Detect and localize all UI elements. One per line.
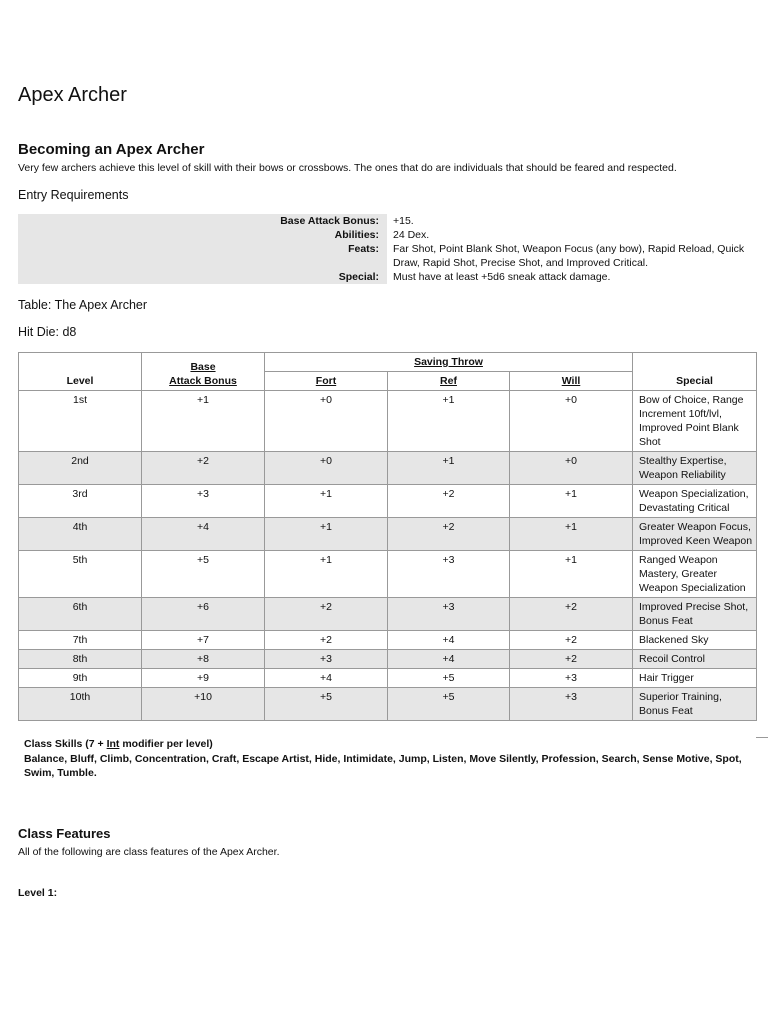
cell-special: Weapon Specialization, Devastating Critical — [633, 485, 757, 518]
cell-will: +1 — [510, 485, 633, 518]
cell-ref: +2 — [388, 485, 510, 518]
skills-head-prefix: Class Skills (7 + — [24, 738, 107, 750]
cell-special: Recoil Control — [633, 650, 757, 669]
cell-ref: +4 — [388, 650, 510, 669]
cell-will: +0 — [510, 391, 633, 452]
cell-level: 6th — [19, 598, 142, 631]
table-row — [19, 391, 757, 452]
cell-will: +0 — [510, 452, 633, 485]
requirement-row — [18, 242, 768, 270]
requirement-value: 24 Dex. — [393, 229, 430, 241]
class-features-heading: Class Features — [18, 826, 111, 841]
cell-fort: +0 — [265, 391, 388, 452]
cell-bab: +6 — [142, 598, 265, 631]
cell-ref: +5 — [388, 688, 510, 721]
cell-ref: +3 — [388, 551, 510, 598]
header-fort: Fort — [265, 372, 388, 391]
cell-fort: +2 — [265, 598, 388, 631]
cell-level: 7th — [19, 631, 142, 650]
requirement-value: Far Shot, Point Blank Shot, Weapon Focus (any bow), Rapid Reload, Quick Draw, Rapid Shot, Precise Shot, and Improved Critical. — [393, 243, 745, 269]
cell-special: Superior Training, Bonus Feat — [633, 688, 757, 721]
requirement-value: +15. — [393, 215, 414, 227]
cell-bab: +10 — [142, 688, 265, 721]
table-row — [19, 518, 757, 551]
cell-ref: +1 — [388, 452, 510, 485]
requirement-label: Base Attack Bonus: — [18, 214, 387, 228]
cell-special: Improved Precise Shot, Bonus Feat — [633, 598, 757, 631]
header-base-line2: Attack Bonus — [169, 375, 237, 387]
entry-requirements-table — [18, 214, 768, 284]
cell-special: Greater Weapon Focus, Improved Keen Weapon — [633, 518, 757, 551]
cell-special: Stealthy Expertise, Weapon Reliability — [633, 452, 757, 485]
header-saving-throw: Saving Throw — [265, 353, 633, 372]
header-ref: Ref — [388, 372, 510, 391]
cell-bab: +4 — [142, 518, 265, 551]
cell-level: 2nd — [19, 452, 142, 485]
class-skills-heading — [24, 738, 213, 750]
cell-will: +1 — [510, 518, 633, 551]
cell-fort: +1 — [265, 485, 388, 518]
table-row — [19, 631, 757, 650]
progression-table — [18, 352, 757, 721]
class-features-intro: All of the following are class features of the Apex Archer. — [18, 846, 280, 858]
cell-ref: +4 — [388, 631, 510, 650]
cell-level: 10th — [19, 688, 142, 721]
skills-head-suffix: modifier per level) — [119, 738, 213, 750]
cell-fort: +1 — [265, 551, 388, 598]
table-title: Table: The Apex Archer — [18, 298, 148, 312]
divider — [756, 737, 768, 738]
table-row — [19, 669, 757, 688]
cell-bab: +5 — [142, 551, 265, 598]
class-skills-list: Balance, Bluff, Climb, Concentration, Craft, Escape Artist, Hide, Intimidate, Jump, Listen, Move Silently, Profession, Search, Sense Motive, Spot, Swim, Tumble. — [24, 753, 742, 779]
cell-will: +3 — [510, 688, 633, 721]
table-row — [19, 452, 757, 485]
cell-fort: +3 — [265, 650, 388, 669]
requirement-value: Must have at least +5d6 sneak attack damage. — [393, 271, 611, 283]
cell-level: 5th — [19, 551, 142, 598]
section-heading-becoming: Becoming an Apex Archer — [18, 141, 205, 158]
cell-will: +3 — [510, 669, 633, 688]
cell-fort: +0 — [265, 452, 388, 485]
table-row — [19, 485, 757, 518]
cell-bab: +9 — [142, 669, 265, 688]
cell-ref: +2 — [388, 518, 510, 551]
requirement-row — [18, 270, 768, 284]
table-row — [19, 650, 757, 669]
header-level: Level — [19, 353, 142, 391]
cell-fort: +1 — [265, 518, 388, 551]
cell-special: Hair Trigger — [633, 669, 757, 688]
page-title: Apex Archer — [18, 84, 127, 106]
table-row — [19, 551, 757, 598]
requirement-label: Feats: — [18, 242, 387, 270]
cell-special: Ranged Weapon Mastery, Greater Weapon Specialization — [633, 551, 757, 598]
table-row — [19, 598, 757, 631]
requirement-row — [18, 228, 768, 242]
cell-bab: +1 — [142, 391, 265, 452]
cell-special: Bow of Choice, Range Increment 10ft/lvl, Improved Point Blank Shot — [633, 391, 757, 452]
cell-will: +2 — [510, 650, 633, 669]
cell-level: 9th — [19, 669, 142, 688]
cell-fort: +2 — [265, 631, 388, 650]
skills-head-int: Int — [106, 738, 120, 750]
cell-fort: +5 — [265, 688, 388, 721]
cell-ref: +5 — [388, 669, 510, 688]
cell-level: 3rd — [19, 485, 142, 518]
cell-will: +2 — [510, 631, 633, 650]
cell-special: Blackened Sky — [633, 631, 757, 650]
cell-ref: +3 — [388, 598, 510, 631]
cell-level: 8th — [19, 650, 142, 669]
cell-will: +1 — [510, 551, 633, 598]
requirement-label: Special: — [18, 270, 387, 284]
hit-die: Hit Die: d8 — [18, 325, 77, 339]
cell-level: 1st — [19, 391, 142, 452]
cell-ref: +1 — [388, 391, 510, 452]
header-base-line1: Base — [190, 361, 216, 373]
table-row — [19, 688, 757, 721]
cell-bab: +2 — [142, 452, 265, 485]
level-1-heading: Level 1: — [18, 887, 58, 899]
requirement-label: Abilities: — [18, 228, 387, 242]
cell-level: 4th — [19, 518, 142, 551]
header-base-attack — [142, 353, 265, 391]
cell-bab: +8 — [142, 650, 265, 669]
cell-will: +2 — [510, 598, 633, 631]
header-special: Special — [633, 353, 757, 391]
entry-requirements-heading: Entry Requirements — [18, 188, 129, 202]
header-will: Will — [510, 372, 633, 391]
cell-bab: +7 — [142, 631, 265, 650]
requirement-row — [18, 214, 768, 228]
cell-bab: +3 — [142, 485, 265, 518]
cell-fort: +4 — [265, 669, 388, 688]
intro-paragraph: Very few archers achieve this level of skill with their bows or crossbows. The ones that do are individuals that should be feared and respected. — [18, 162, 677, 174]
